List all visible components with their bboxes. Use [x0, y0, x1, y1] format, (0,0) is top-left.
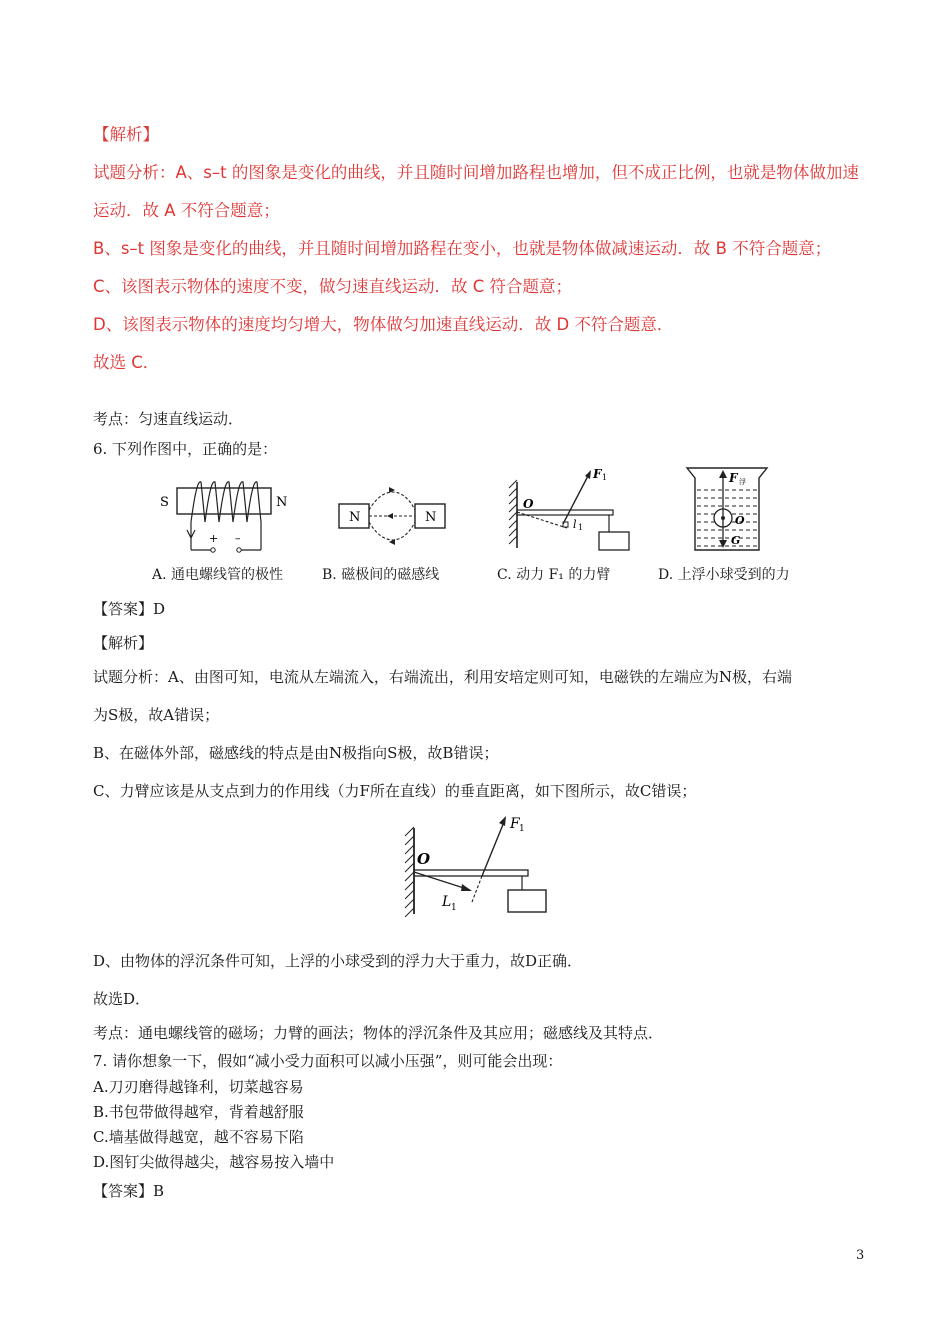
kaodian-q6: 考点：通电螺线管的磁场；力臂的画法；物体的浮沉条件及其应用；磁感线及其特点． [93, 1024, 664, 1042]
fig-c-f1: F [593, 467, 602, 481]
fig2-l1: L [442, 894, 452, 910]
fig-a-minus: – [235, 532, 241, 545]
answer-q7: 【答案】B [93, 1182, 165, 1200]
caption-a: A. 通电螺线管的极性 [152, 567, 284, 583]
kaodian-q5: 考点：匀速直线运动． [93, 410, 244, 428]
answer-q6: 【答案】D [93, 600, 166, 618]
fig-c-l1: l [573, 518, 577, 531]
caption-c: C. 动力 F₁ 的力臂 [497, 567, 611, 583]
fig-a-plus: + [209, 532, 219, 545]
figure-d-beaker [683, 462, 773, 554]
q6-analysis-a1: 试题分析：A、由图可知，电流从左端流入，右端流出，利用安培定则可知，电磁铁的左端应为N极，右端 [93, 668, 792, 686]
analysis-line-3: B、s–t 图象是变化的曲线，并且随时间增加路程在变小，也就是物体做减速运动．故 B 不符合题意； [93, 239, 832, 258]
q6-analysis-c: C、力臂应该是从支点到力的作用线（力F所在直线）的垂直距离，如下图所示，故C错误； [93, 782, 697, 800]
fig-c-l1-sub: 1 [578, 523, 584, 532]
fig-a-s-label: S [160, 495, 169, 510]
fig-b-n-left: N [349, 510, 361, 525]
figure-a-solenoid [155, 472, 295, 560]
q6-select: 故选D． [93, 990, 151, 1008]
q7-option-a: A.刀刃磨得越锋利，切菜越容易 [93, 1078, 304, 1096]
analysis-line-4: C、该图表示物体的速度不变，做匀速直线运动．故 C 符合题意； [93, 277, 573, 296]
fig-a-n-label: N [276, 495, 288, 510]
fig2-f1: F [510, 816, 520, 832]
figure-lever-correct [400, 810, 550, 920]
analysis-line-2: 运动．故 A 不符合题意； [93, 201, 280, 220]
fig2-o: O [417, 850, 431, 868]
fig2-l1-sub: 1 [451, 903, 457, 913]
analysis-line-5: D、该图表示物体的速度均匀增大，物体做匀加速直线运动．故 D 不符合题意． [93, 315, 674, 334]
figure-c-lever [505, 462, 640, 554]
q7-option-b: B.书包带做得越窄，背着越舒服 [93, 1103, 304, 1121]
fig-d-f-sub: 浮 [739, 478, 746, 486]
question-7: 7. 请你想象一下，假如“减小受力面积可以减小压强”，则可能会出现： [93, 1052, 563, 1070]
q6-analysis-d: D、由物体的浮沉条件可知，上浮的小球受到的浮力大于重力，故D正确． [93, 952, 583, 970]
fig-d-f: F [729, 471, 738, 485]
fig-b-n-right: N [425, 510, 437, 525]
analysis-line-6: 故选 C． [93, 353, 160, 372]
fig2-f1-sub: 1 [519, 824, 525, 834]
q6-analysis-a2: 为S极，故A错误； [93, 706, 220, 724]
fig-c-f1-sub: 1 [602, 473, 608, 482]
analysis-label-red: 【解析】 [93, 125, 159, 144]
q7-option-d: D.图钉尖做得越尖，越容易按入墙中 [93, 1153, 335, 1171]
caption-b: B. 磁极间的磁感线 [322, 567, 440, 583]
caption-d: D. 上浮小球受到的力 [658, 567, 790, 583]
q7-option-c: C.墙基做得越宽，越不容易下陷 [93, 1128, 304, 1146]
fig-d-g: G [731, 534, 741, 547]
fig-c-o: O [523, 497, 534, 511]
fig-d-o: O [735, 514, 745, 527]
figure-b-magnets [333, 482, 453, 552]
page-number: 3 [856, 1248, 865, 1263]
question-6: 6. 下列作图中，正确的是： [93, 440, 278, 458]
analysis-label-q6: 【解析】 [93, 634, 154, 652]
analysis-line-1: 试题分析：A、s–t 的图象是变化的曲线，并且随时间增加路程也增加，但不成正比例，也就是物体做加速 [93, 163, 859, 182]
q6-analysis-b: B、在磁体外部，磁感线的特点是由N极指向S极，故B错误； [93, 744, 499, 762]
